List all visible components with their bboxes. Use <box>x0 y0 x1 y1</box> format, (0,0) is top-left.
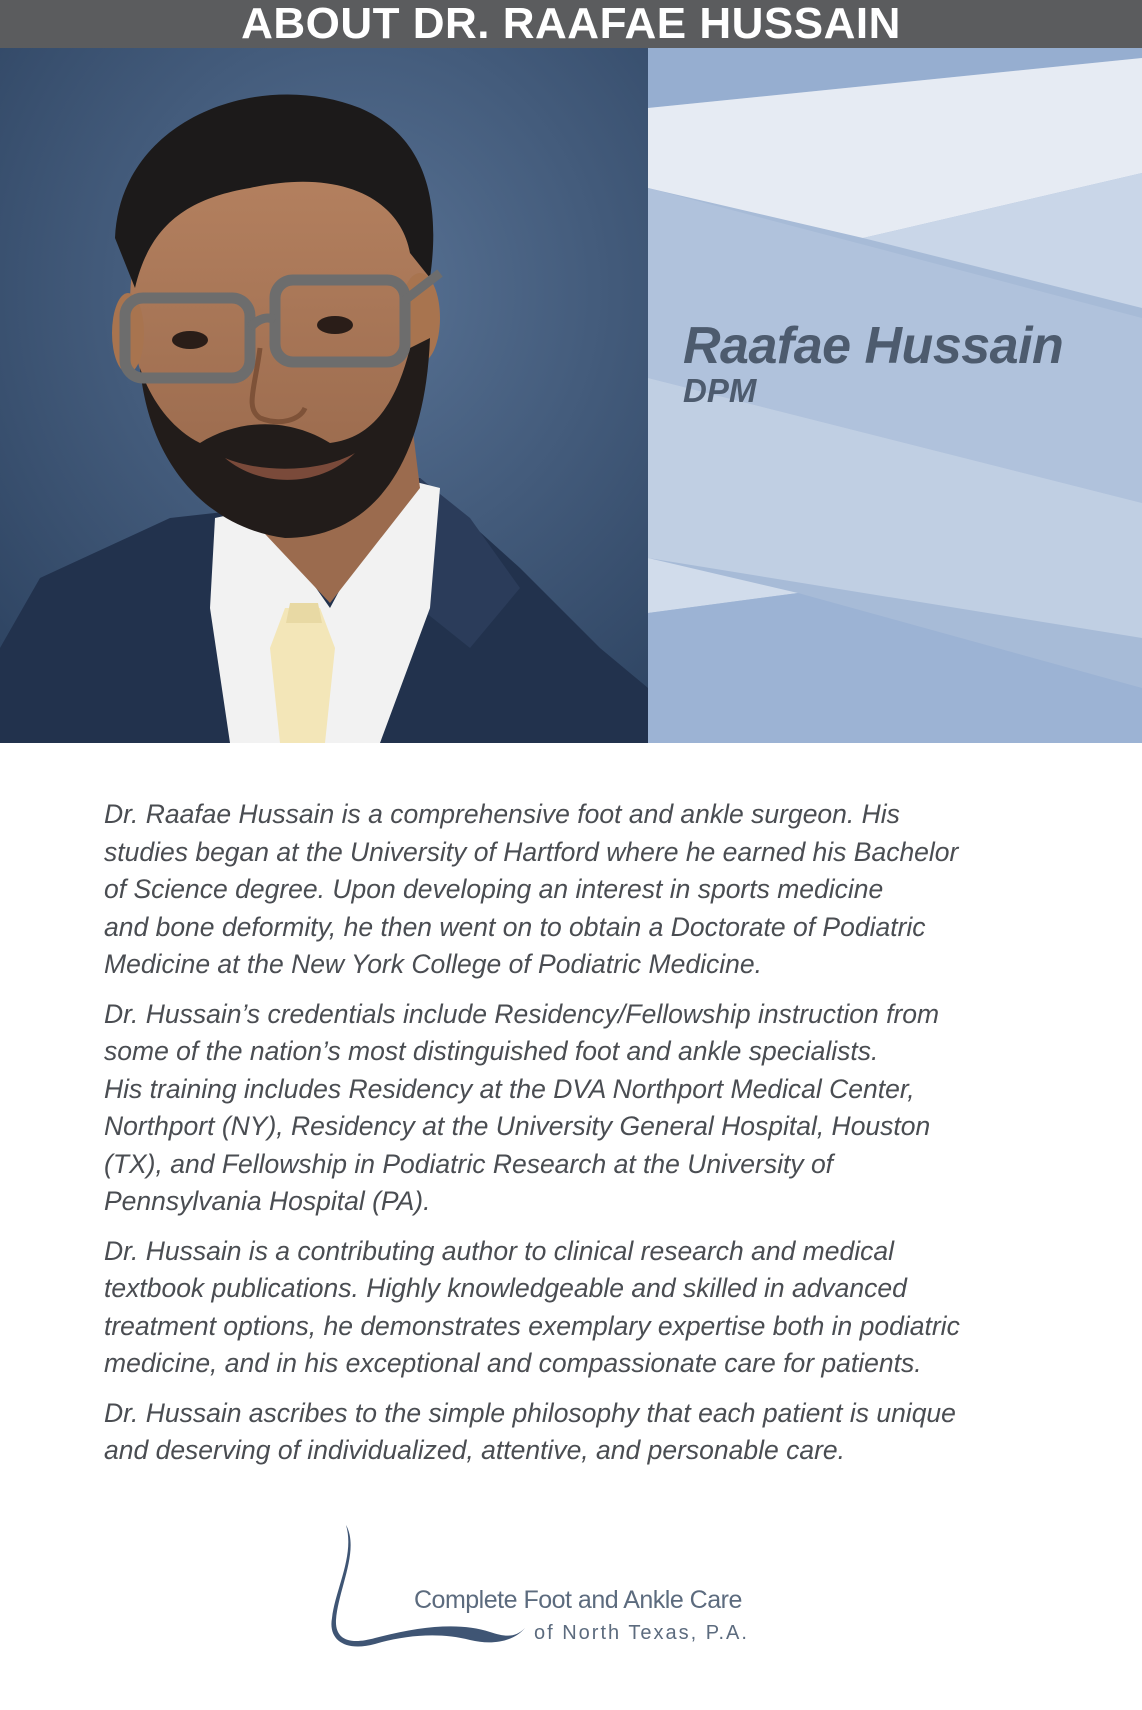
name-block <box>683 318 1063 408</box>
bio-paragraph: Dr. Raafae Hussain is a comprehensive foot and ankle surgeon. His studies began at the University of Hartford where he earned his Bachelor of Science degree. Upon developing an interest in sports medicine and bone deformity, he then went on to obtain a Doctorate of Podiatric Medicine at the New York College of Podiatric Medicine. <box>104 799 959 979</box>
hero <box>0 48 1142 743</box>
logo-subtitle: of North Texas, P.A. <box>534 1622 749 1644</box>
doctor-credential: DPM <box>683 372 757 409</box>
bio-paragraph: Dr. Hussain ascribes to the simple philosophy that each patient is unique and deserving of individualized, attentive, and personable care. <box>104 1397 956 1465</box>
name-panel <box>648 48 1142 743</box>
title-bar <box>0 0 1142 48</box>
portrait-photo <box>0 48 648 743</box>
bio-paragraph: Dr. Hussain is a contributing author to clinical research and medical textbook publications. Highly knowledgeable and skilled in advanced treatment options, he demonstrates exemplary expertise both in podiatric medicine, and in his exceptional and compassionate care for patients. <box>104 1235 960 1378</box>
practice-logo <box>330 1520 770 1650</box>
doctor-name: Raafae Hussain <box>683 317 1064 375</box>
page-title: ABOUT DR. RAAFAE HUSSAIN <box>241 0 901 48</box>
bio-paragraph: Dr. Hussain’s credentials include Residency/Fellowship instruction from some of the nation’s most distinguished foot and ankle specialists. His training includes Residency at the DVA Northport Medical Center, Northport (NY), Residency at the University General Hospital, Houston (TX), and Fellowship in Podiatric Research at the University of Pennsylvania Hospital (PA). <box>104 998 940 1216</box>
logo-name: Complete Foot and Ankle Care <box>414 1586 742 1614</box>
portrait-illustration <box>0 48 648 743</box>
biography <box>104 796 1044 1482</box>
